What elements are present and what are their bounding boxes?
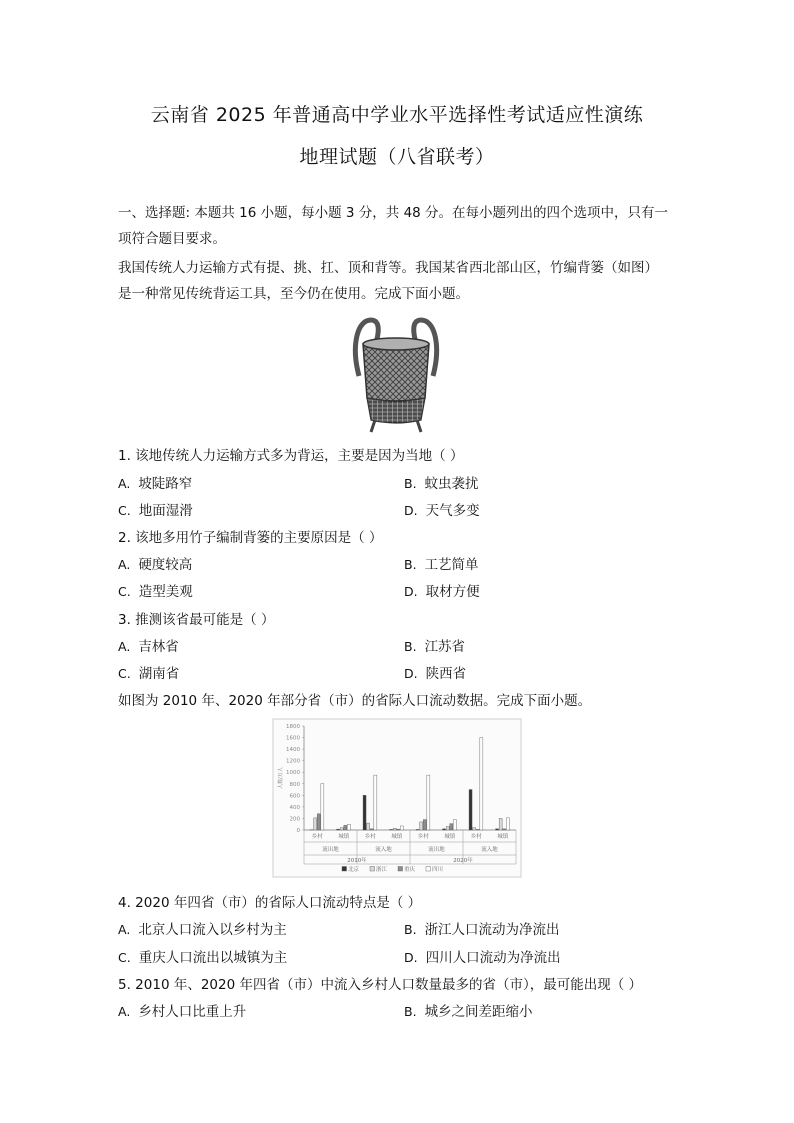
y-tick-label: 600 (289, 793, 300, 800)
category-label: 城镇 (497, 834, 509, 840)
option-text: 重庆人口流出以城镇为主 (138, 950, 288, 966)
intro1-line-2: 是一种常见传统背运工具，至今仍在使用。完成下面小题。 (118, 286, 469, 302)
year-label: 2020年 (453, 858, 473, 864)
q3-option-d[interactable] (404, 662, 466, 682)
q4-option-b[interactable] (404, 918, 560, 938)
category-label: 乡村 (364, 834, 376, 840)
option-label: B. (404, 639, 417, 654)
option-text: 坡陡路窄 (138, 476, 193, 492)
y-tick-label: 800 (289, 781, 300, 788)
bar-重庆 (344, 825, 347, 830)
q1-option-c[interactable] (118, 499, 193, 519)
bar-浙江 (340, 828, 343, 830)
direction-label: 流出地 (322, 847, 339, 853)
y-tick-label: 400 (289, 804, 300, 811)
option-label: B. (404, 1004, 417, 1019)
bar-北京 (337, 829, 340, 830)
option-label: D. (404, 503, 418, 518)
bar-浙江 (499, 818, 502, 830)
bar-重庆 (476, 829, 479, 830)
option-label: A. (118, 1004, 131, 1019)
intro-passage-2: 如图为 2010 年、2020 年部分省（市）的省际人口流动数据。完成下面小题。 (118, 693, 592, 709)
bar-浙江 (314, 818, 317, 830)
bar-重庆 (317, 814, 320, 830)
bar-浙江 (446, 827, 449, 830)
q5-option-b[interactable] (404, 1000, 533, 1020)
population-flow-chart (272, 718, 522, 878)
q3-option-b[interactable] (404, 635, 465, 655)
q3-option-c[interactable] (118, 662, 179, 682)
option-text: 工艺简单 (424, 557, 479, 573)
q3-option-a[interactable] (118, 635, 179, 655)
y-axis-label: 人数/万人 (278, 767, 284, 789)
section-line-2: 项符合题目要求。 (118, 231, 226, 247)
option-text: 取材方便 (425, 584, 480, 600)
q5-option-a[interactable] (118, 1000, 246, 1020)
legend-label: 浙江 (376, 867, 388, 873)
direction-label: 流入地 (481, 847, 498, 853)
option-text: 四川人口流动为净流出 (425, 950, 561, 966)
q1-option-a[interactable] (118, 472, 192, 492)
bar-浙江 (420, 822, 423, 830)
section-instructions (118, 200, 678, 252)
option-text: 天气多变 (425, 503, 480, 519)
direction-label: 流入地 (375, 847, 392, 853)
bar-北京 (469, 790, 472, 830)
y-tick-label: 1200 (286, 758, 300, 765)
q2-option-d[interactable] (404, 580, 480, 600)
legend-swatch-四川 (426, 867, 431, 872)
bar-重庆 (423, 820, 426, 830)
q2-option-b[interactable] (404, 553, 479, 573)
q2-option-c[interactable] (118, 580, 193, 600)
bamboo-basket-image (345, 316, 447, 434)
option-text: 乡村人口比重上升 (138, 1004, 247, 1020)
bar-北京 (363, 795, 366, 830)
option-text: 城乡之间差距缩小 (424, 1004, 533, 1020)
section-line-1: 一、选择题: 本题共 16 小题，每小题 3 分，共 48 分。在每小题列出的四个选项中，只有一 (118, 205, 669, 221)
bar-重庆 (397, 829, 400, 830)
option-label: B. (404, 922, 417, 937)
chart-frame (273, 719, 521, 877)
option-label: C. (118, 584, 131, 599)
question-4-stem: 4. 2020 年四省（市）的省际人口流动特点是（ ） (118, 895, 422, 911)
paper-title: 云南省 2025 年普通高中学业水平选择性考试适应性演练 (150, 104, 644, 126)
option-label: C. (118, 950, 131, 965)
bar-四川 (427, 775, 430, 830)
q4-option-c[interactable] (118, 946, 287, 966)
bar-重庆 (503, 829, 506, 830)
option-label: A. (118, 476, 131, 491)
paper-subtitle: 地理试题（八省联考） (299, 146, 495, 168)
bar-四川 (374, 775, 377, 830)
bar-重庆 (450, 824, 453, 830)
question-2-stem: 2. 该地多用竹子编制背篓的主要原因是（ ） (118, 530, 383, 546)
option-label: B. (404, 557, 417, 572)
option-label: C. (118, 666, 131, 681)
option-label: C. (118, 503, 131, 518)
legend-label: 四川 (432, 867, 444, 873)
bar-北京 (443, 829, 446, 830)
option-label: D. (404, 950, 418, 965)
category-label: 城镇 (338, 834, 350, 840)
intro-passage-1 (118, 255, 678, 307)
option-label: D. (404, 666, 418, 681)
bar-四川 (453, 820, 456, 830)
y-tick-label: 1600 (286, 735, 300, 742)
option-label: B. (404, 476, 417, 491)
y-tick-label: 200 (289, 816, 300, 823)
option-label: A. (118, 922, 131, 937)
option-text: 江苏省 (424, 639, 466, 655)
bar-北京 (416, 829, 419, 830)
bar-四川 (480, 738, 483, 830)
option-label: D. (404, 584, 418, 599)
option-label: A. (118, 639, 131, 654)
option-text: 北京人口流入以乡村为主 (138, 922, 287, 938)
intro1-line-1: 我国传统人力运输方式有提、挑、扛、顶和背等。我国某省西北部山区，竹编背篓（如图） (118, 260, 658, 276)
category-label: 乡村 (417, 834, 429, 840)
option-text: 硬度较高 (138, 557, 193, 573)
bar-浙江 (367, 823, 370, 830)
y-tick-label: 1000 (286, 770, 300, 777)
option-text: 吉林省 (138, 639, 179, 655)
question-5-stem: 5. 2010 年、2020 年四省（市）中流入乡村人口数量最多的省（市），最可能出现（ ） (118, 977, 643, 993)
category-label: 城镇 (391, 834, 403, 840)
bar-四川 (400, 826, 403, 830)
legend-swatch-北京 (342, 867, 347, 872)
option-text: 湖南省 (138, 666, 180, 682)
category-label: 城镇 (444, 834, 456, 840)
option-text: 陕西省 (425, 666, 467, 682)
bar-四川 (506, 818, 509, 830)
option-label: A. (118, 557, 131, 572)
category-label: 乡村 (311, 834, 323, 840)
year-label: 2010年 (347, 858, 367, 864)
option-text: 浙江人口流动为净流出 (424, 922, 560, 938)
q4-option-d[interactable] (404, 946, 561, 966)
direction-label: 流出地 (428, 847, 445, 853)
legend-swatch-重庆 (398, 867, 403, 872)
option-text: 蚊虫袭扰 (424, 476, 479, 492)
bar-四川 (347, 824, 350, 830)
bar-浙江 (393, 828, 396, 830)
q1-option-b[interactable] (404, 472, 479, 492)
question-1-stem: 1. 该地传统人力运输方式多为背运，主要是因为当地（ ） (118, 448, 464, 464)
bar-重庆 (370, 829, 373, 830)
option-text: 地面湿滑 (138, 503, 193, 519)
y-tick-label: 0 (296, 828, 300, 834)
question-3-stem: 3. 推测该省最可能是（ ） (118, 612, 275, 628)
q1-option-d[interactable] (404, 499, 480, 519)
bar-四川 (321, 784, 324, 830)
q2-option-a[interactable] (118, 553, 192, 573)
legend-label: 重庆 (404, 867, 416, 873)
q4-option-a[interactable] (118, 918, 287, 938)
y-tick-label: 1800 (286, 724, 300, 730)
legend-label: 北京 (348, 867, 360, 873)
y-tick-label: 1400 (286, 747, 300, 754)
bar-北京 (496, 829, 499, 830)
bar-北京 (390, 829, 393, 830)
option-text: 造型美观 (138, 584, 193, 600)
legend-swatch-浙江 (370, 867, 375, 872)
category-label: 乡村 (470, 834, 482, 840)
bar-浙江 (473, 828, 476, 830)
